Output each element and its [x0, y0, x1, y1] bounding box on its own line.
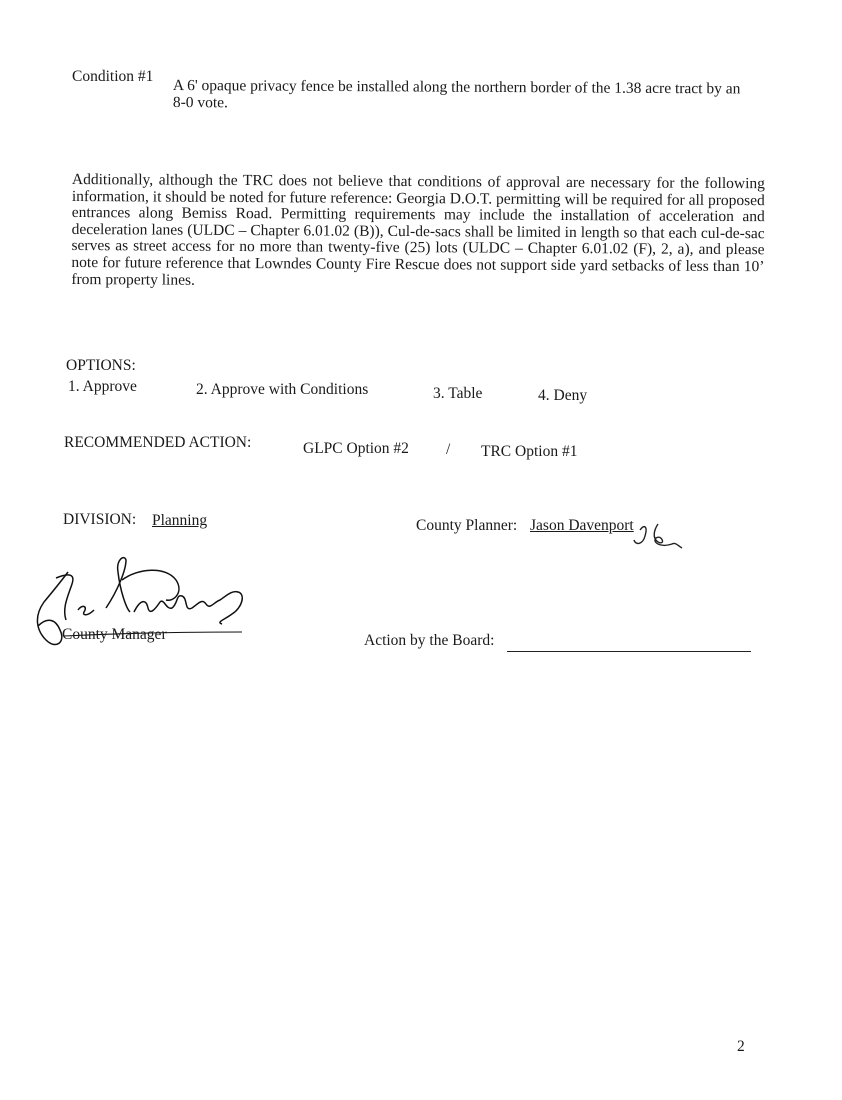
recommended-action-label: RECOMMENDED ACTION:	[64, 434, 252, 451]
condition-label: Condition #1	[72, 68, 154, 85]
division-label: DIVISION:	[63, 511, 137, 528]
option-approve-with-conditions: 2. Approve with Conditions	[196, 381, 369, 398]
option-approve: 1. Approve	[68, 378, 137, 395]
recommended-glpc: GLPC Option #2	[303, 440, 409, 457]
condition-text: A 6' opaque privacy fence be installed along the northern border of the 1.38 acre tract by an 8-0 vote.	[172, 77, 741, 112]
action-by-board-line	[507, 651, 751, 652]
option-table: 3. Table	[433, 385, 483, 402]
trc-note-paragraph: Additionally, although the TRC does not believe that conditions of approval are necessary for the following information, it should be noted for future reference: Georgia D.O.T. permitting will be required for all proposed entrances along Bemiss Road. Permitting requirements may include the installation of acceleration and deceleration lanes (ULDC – Chapter 6.01.02 (B)), Cul-de-sacs shall be limited in length so that each cul-de-sac serves as street access for no more than twenty-five (25) lots (ULDC – Chapter 6.01.02 (F), 2, a), and please note for future reference that Lowndes County Fire Rescue does not support side yard setbacks of less than 10’ from property lines.	[71, 171, 765, 289]
county-manager-label: County Manager	[62, 626, 167, 643]
option-deny: 4. Deny	[538, 387, 588, 404]
county-planner-label: County Planner:	[416, 517, 518, 534]
recommended-separator: /	[446, 441, 451, 458]
planner-initials-signature	[628, 516, 688, 556]
options-heading: OPTIONS:	[66, 357, 136, 374]
recommended-trc: TRC Option #1	[481, 443, 578, 460]
action-by-board-label: Action by the Board:	[364, 632, 495, 649]
division-value: Planning	[152, 512, 208, 529]
page-number: 2	[737, 1038, 745, 1055]
county-planner-name: Jason Davenport	[530, 517, 634, 534]
